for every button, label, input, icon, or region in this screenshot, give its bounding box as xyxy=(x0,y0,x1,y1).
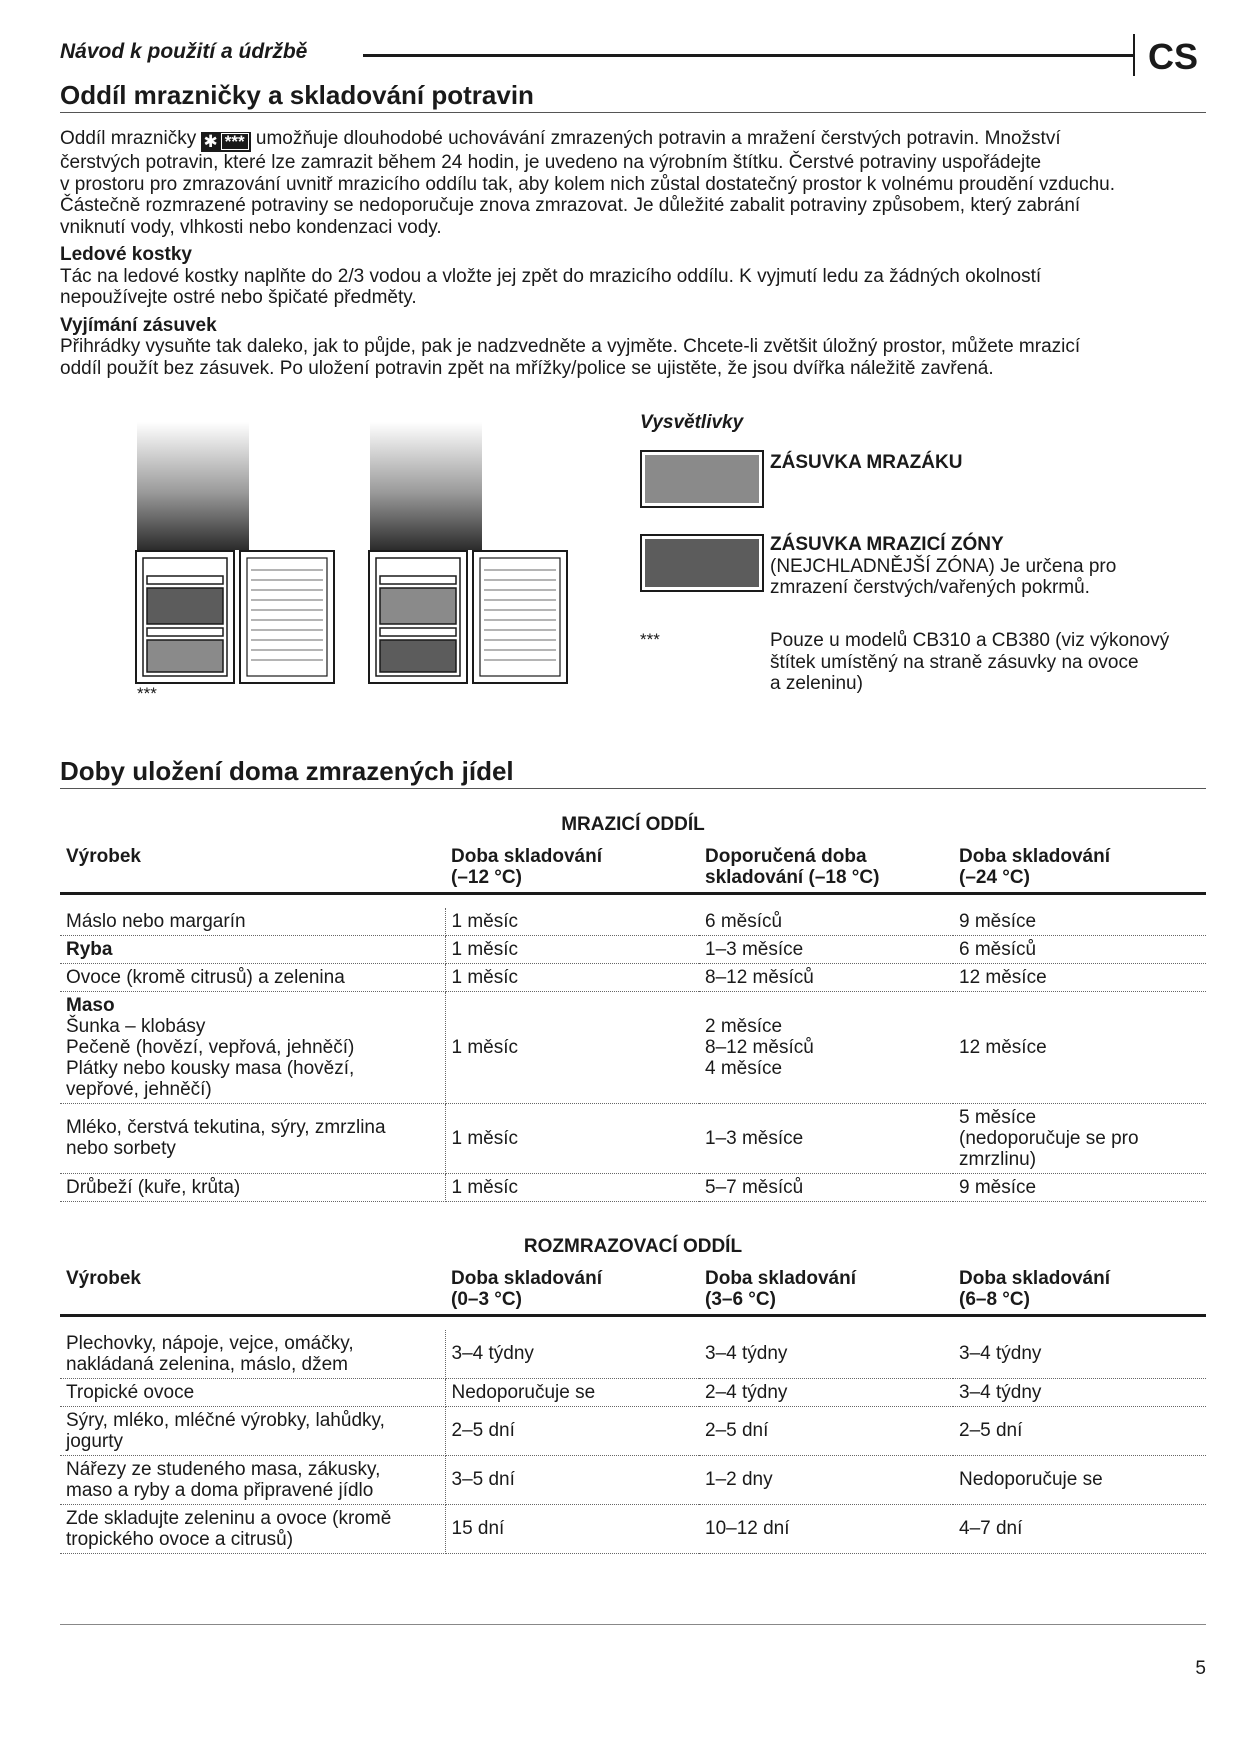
intro-start: Oddíl mrazničky xyxy=(60,128,197,149)
section-rule xyxy=(60,788,1206,789)
product-name: Ovoce (kromě citrusů) a zelenina xyxy=(66,966,345,988)
storage-time: 12 měsíce xyxy=(959,966,1047,988)
storage-time: 2–5 dní xyxy=(705,1420,769,1441)
column-header-line: (0–3 °C) xyxy=(451,1289,522,1310)
storage-time-cell xyxy=(953,1378,1206,1406)
table-row xyxy=(60,1103,1206,1173)
table-row xyxy=(60,935,1206,963)
column-header-line: (–12 °C) xyxy=(451,867,522,888)
storage-time: 10–12 dní xyxy=(705,1518,790,1539)
product-cell xyxy=(60,1103,445,1173)
freezer-table-caption: MRAZICÍ ODDÍL xyxy=(561,814,705,835)
language-code: CS xyxy=(1148,36,1199,77)
storage-time-cell xyxy=(445,1103,699,1173)
product-cell xyxy=(60,908,445,936)
intro-line: vniknutí vody, vlhkosti nebo kondenzaci vody. xyxy=(60,216,442,238)
storage-time: 9 měsíce xyxy=(959,1176,1037,1198)
legend-title: Vysvětlivky xyxy=(640,412,744,433)
product-name: Máslo nebo margarín xyxy=(66,910,246,932)
column-header xyxy=(699,1268,953,1316)
storage-time: Nedoporučuje se xyxy=(451,1381,596,1403)
table-row xyxy=(60,1330,1206,1379)
storage-time-cell xyxy=(699,963,953,991)
storage-time-cell xyxy=(445,908,699,936)
cold-gradient-right xyxy=(370,422,482,550)
table-header-row xyxy=(60,846,1206,894)
legend-item-freezing-zone xyxy=(770,534,1200,599)
column-header xyxy=(60,846,445,894)
storage-time: 4–7 dní xyxy=(959,1518,1023,1539)
storage-time-cell xyxy=(699,1406,953,1455)
storage-time-cell xyxy=(953,1103,1206,1173)
storage-time: 2 měsíce xyxy=(705,1015,783,1037)
column-header xyxy=(60,1268,445,1316)
storage-time-cell xyxy=(445,1455,699,1504)
legend-item3-line: a zeleninu) xyxy=(770,673,863,694)
drawers-line: oddíl použít bez zásuvek. Po uložení potravin zpět na mřížky/police se ujistěte, že jsou dvířka náležitě zavřená. xyxy=(60,357,994,379)
column-header-line: Výrobek xyxy=(66,1268,141,1289)
storage-time-cell xyxy=(445,1378,699,1406)
header-rule xyxy=(363,54,1133,57)
product-name: Nářezy ze studeného masa, zákusky, xyxy=(66,1458,381,1480)
storage-time-cell xyxy=(699,1504,953,1553)
legend-item2-line: zmrazení čerstvých/vařených pokrmů. xyxy=(770,577,1090,598)
freezer-drawers-illustration-left xyxy=(135,550,335,690)
product-cell xyxy=(60,1504,445,1553)
drawers-line: Přihrádky vysuňte tak daleko, jak to půjde, pak je nadzvedněte a vyjměte. Chcete-li zvětšit úložný prostor, můžete mrazicí xyxy=(60,336,1081,357)
product-name: Drůbeží (kuře, krůta) xyxy=(66,1176,241,1198)
legend-stars-marker: *** xyxy=(640,630,660,649)
storage-time: 3–4 týdny xyxy=(705,1343,788,1364)
storage-time: 1–2 dny xyxy=(705,1469,773,1490)
storage-time: 6 měsíců xyxy=(959,938,1037,960)
table-row xyxy=(60,963,1206,991)
storage-time-cell xyxy=(953,1406,1206,1455)
storage-time: 9 měsíce xyxy=(959,910,1037,932)
freezer-storage-table xyxy=(60,846,1206,1202)
table-row xyxy=(60,991,1206,1103)
product-name: Mléko, čerstvá tekutina, sýry, zmrzlina xyxy=(66,1117,386,1138)
storage-time-cell xyxy=(445,1173,699,1201)
manual-page xyxy=(60,0,1206,1754)
storage-time-cell xyxy=(445,963,699,991)
storage-time: 4 měsíce xyxy=(705,1057,783,1079)
legend-item3-line: štítek umístěný na straně zásuvky na ovoce xyxy=(770,651,1139,673)
product-cell xyxy=(60,1330,445,1379)
intro-line: Částečně rozmrazené potraviny se nedoporučuje znova zmrazovat. Je důležité zabalit potraviny způsobem, který zabrání xyxy=(60,195,1081,216)
column-header-line: (–24 °C) xyxy=(959,867,1030,888)
thaw-storage-table xyxy=(60,1268,1206,1554)
column-header xyxy=(953,1268,1206,1316)
storage-time-cell xyxy=(445,991,699,1103)
swatch-fill xyxy=(645,539,759,587)
table-header-row xyxy=(60,1268,1206,1316)
storage-time-cell xyxy=(953,1504,1206,1553)
storage-time: 1 měsíc xyxy=(451,1176,519,1198)
product-cell xyxy=(60,1406,445,1455)
storage-time: 12 měsíce xyxy=(959,1036,1047,1058)
product-cell xyxy=(60,1173,445,1201)
freezer-drawers-illustration-right xyxy=(368,550,568,690)
storage-time: 1 měsíc xyxy=(451,966,519,988)
legend-swatch-freezing-zone xyxy=(640,534,764,592)
product-name: nebo sorbety xyxy=(66,1138,176,1159)
product-name: nakládaná zelenina, máslo, džem xyxy=(66,1353,349,1375)
footer-rule xyxy=(60,1624,1206,1625)
legend-item3-line: Pouze u modelů CB310 a CB380 (viz výkonový xyxy=(770,630,1170,651)
intro-line: čerstvých potravin, které lze zamrazit během 24 hodin, je uvedeno na výrobním štítku. Čerstvé potraviny uspořádejte xyxy=(60,152,1042,173)
product-name: maso a ryby a doma připravené jídlo xyxy=(66,1479,374,1501)
header-title: Návod k použití a údržbě xyxy=(60,40,308,63)
table-row xyxy=(60,1173,1206,1201)
table-row xyxy=(60,1378,1206,1406)
page-number: 5 xyxy=(1195,1658,1206,1679)
storage-time: 1 měsíc xyxy=(451,910,519,932)
ice-heading: Ledové kostky xyxy=(60,244,192,265)
column-header-line: Doba skladování xyxy=(705,1268,856,1289)
table-spacer xyxy=(60,1316,1206,1330)
storage-time: 5–7 měsíců xyxy=(705,1176,804,1198)
storage-time: 15 dní xyxy=(451,1518,505,1539)
column-header xyxy=(445,1268,699,1316)
legend-item2-line: (NEJCHLADNĚJŠÍ ZÓNA) Je určena pro xyxy=(770,555,1117,577)
product-cell xyxy=(60,1378,445,1406)
storage-time-cell xyxy=(953,1455,1206,1504)
storage-time: 3–5 dní xyxy=(451,1469,515,1490)
column-header-line: (3–6 °C) xyxy=(705,1289,776,1310)
table-spacer xyxy=(60,894,1206,908)
storage-time-cell xyxy=(699,991,953,1103)
storage-time: 1–3 měsíce xyxy=(705,1127,804,1149)
storage-time: 3–4 týdny xyxy=(959,1381,1042,1403)
product-name: Pečeně (hovězí, vepřová, jehněčí) xyxy=(66,1036,355,1058)
product-name: Šunka – klobásy xyxy=(66,1015,206,1037)
storage-time-cell xyxy=(953,991,1206,1103)
storage-time: 8–12 měsíců xyxy=(705,1036,814,1058)
storage-time: 1–3 měsíce xyxy=(705,938,804,960)
product-name: jogurty xyxy=(66,1430,124,1452)
column-header-line: Doba skladování xyxy=(959,846,1110,867)
storage-time: 8–12 měsíců xyxy=(705,966,814,988)
product-cell xyxy=(60,1455,445,1504)
column-header-line: Doporučená doba xyxy=(705,846,867,867)
storage-time: (nedoporučuje se pro xyxy=(959,1127,1139,1149)
column-header-line: skladování (–18 °C) xyxy=(705,867,880,888)
table-row xyxy=(60,1504,1206,1553)
storage-time: 2–5 dní xyxy=(451,1420,515,1441)
storage-time: 2–4 týdny xyxy=(705,1381,788,1403)
header-divider xyxy=(1133,34,1135,76)
intro-line1-rest: umožňuje dlouhodobé uchovávání zmrazených potravin a mražení čerstvých potravin. Množství xyxy=(255,128,1061,149)
storage-time-cell xyxy=(445,935,699,963)
section-heading-storage-times: Doby uložení doma zmrazených jídel xyxy=(60,756,514,786)
column-header xyxy=(445,846,699,894)
table-row xyxy=(60,908,1206,936)
storage-time: 1 měsíc xyxy=(451,1127,519,1149)
storage-time: zmrzlinu) xyxy=(959,1148,1037,1170)
ice-line: Tác na ledové kostky naplňte do 2/3 vodou a vložte jej zpět do mrazicího oddílu. K vyjmutí ledu za žádných okolností xyxy=(60,265,1042,287)
storage-time-cell xyxy=(699,1103,953,1173)
product-name: tropického ovoce a citrusů) xyxy=(66,1528,294,1550)
storage-time-cell xyxy=(699,935,953,963)
section-heading-freezer: Oddíl mrazničky a skladování potravin xyxy=(60,80,534,110)
section-rule xyxy=(60,112,1206,113)
drawers-heading: Vyjímání zásuvek xyxy=(60,314,217,336)
product-name: Sýry, mléko, mléčné výrobky, lahůdky, xyxy=(66,1409,385,1431)
storage-time-cell xyxy=(445,1504,699,1553)
storage-time-cell xyxy=(699,1455,953,1504)
column-header-line: Doba skladování xyxy=(959,1268,1110,1289)
storage-time-cell xyxy=(445,1330,699,1379)
product-name: Zde skladujte zeleninu a ovoce (kromě xyxy=(66,1507,392,1529)
storage-time-cell xyxy=(699,1378,953,1406)
table-row xyxy=(60,1455,1206,1504)
storage-time: 2–5 dní xyxy=(959,1420,1023,1441)
storage-time-cell xyxy=(953,1173,1206,1201)
storage-time-cell xyxy=(699,908,953,936)
storage-time-cell xyxy=(445,1406,699,1455)
product-cell xyxy=(60,963,445,991)
figure-stars-marker: *** xyxy=(137,684,157,703)
storage-time: 3–4 týdny xyxy=(959,1343,1042,1364)
legend-item-models-note xyxy=(770,630,1200,695)
storage-time: 5 měsíce xyxy=(959,1106,1037,1128)
storage-time: 6 měsíců xyxy=(705,910,783,932)
storage-time-cell xyxy=(953,1330,1206,1379)
product-cell xyxy=(60,935,445,963)
storage-time: Nedoporučuje se xyxy=(959,1469,1103,1490)
legend-item2-title: ZÁSUVKA MRAZICÍ ZÓNY xyxy=(770,534,1004,555)
legend-item-freezer-drawer xyxy=(770,452,1200,474)
storage-time: 1 měsíc xyxy=(451,938,519,960)
column-header-line: Výrobek xyxy=(66,846,141,867)
product-name: Plátky nebo kousky masa (hovězí, xyxy=(66,1057,355,1079)
product-name: vepřové, jehněčí) xyxy=(66,1078,212,1100)
storage-time-cell xyxy=(699,1173,953,1201)
cold-gradient-left xyxy=(137,422,249,550)
product-cell xyxy=(60,991,445,1103)
product-name: Tropické ovoce xyxy=(66,1381,195,1403)
storage-time-cell xyxy=(953,908,1206,936)
legend-item1-title: ZÁSUVKA MRAZÁKU xyxy=(770,452,963,473)
ice-line: nepoužívejte ostré nebo špičaté předměty. xyxy=(60,287,417,308)
storage-time: 3–4 týdny xyxy=(451,1343,534,1364)
table-row xyxy=(60,1406,1206,1455)
swatch-fill xyxy=(645,455,759,503)
storage-time: 1 měsíc xyxy=(451,1036,519,1058)
storage-time-cell xyxy=(953,935,1206,963)
thaw-table-caption: ROZMRAZOVACÍ ODDÍL xyxy=(523,1236,743,1257)
legend-swatch-freezer-drawer xyxy=(640,450,764,508)
product-name: Ryba xyxy=(66,938,113,960)
product-name: Plechovky, nápoje, vejce, omáčky, xyxy=(66,1332,354,1354)
column-header-line: Doba skladování xyxy=(451,846,602,867)
column-header-line: (6–8 °C) xyxy=(959,1289,1030,1310)
product-group-title: Maso xyxy=(66,994,115,1016)
freezer-star-symbol-icon: ✱ *** xyxy=(201,132,250,152)
freezer-intro xyxy=(60,128,1206,379)
column-header-line: Doba skladování xyxy=(451,1268,602,1289)
storage-time-cell xyxy=(699,1330,953,1379)
column-header xyxy=(699,846,953,894)
storage-time-cell xyxy=(953,963,1206,991)
column-header xyxy=(953,846,1206,894)
intro-line: v prostoru pro zmrazování uvnitř mrazicího oddílu tak, aby kolem nich zůstal dostatečný prostor k volnému proudění vzduchu. xyxy=(60,173,1116,195)
